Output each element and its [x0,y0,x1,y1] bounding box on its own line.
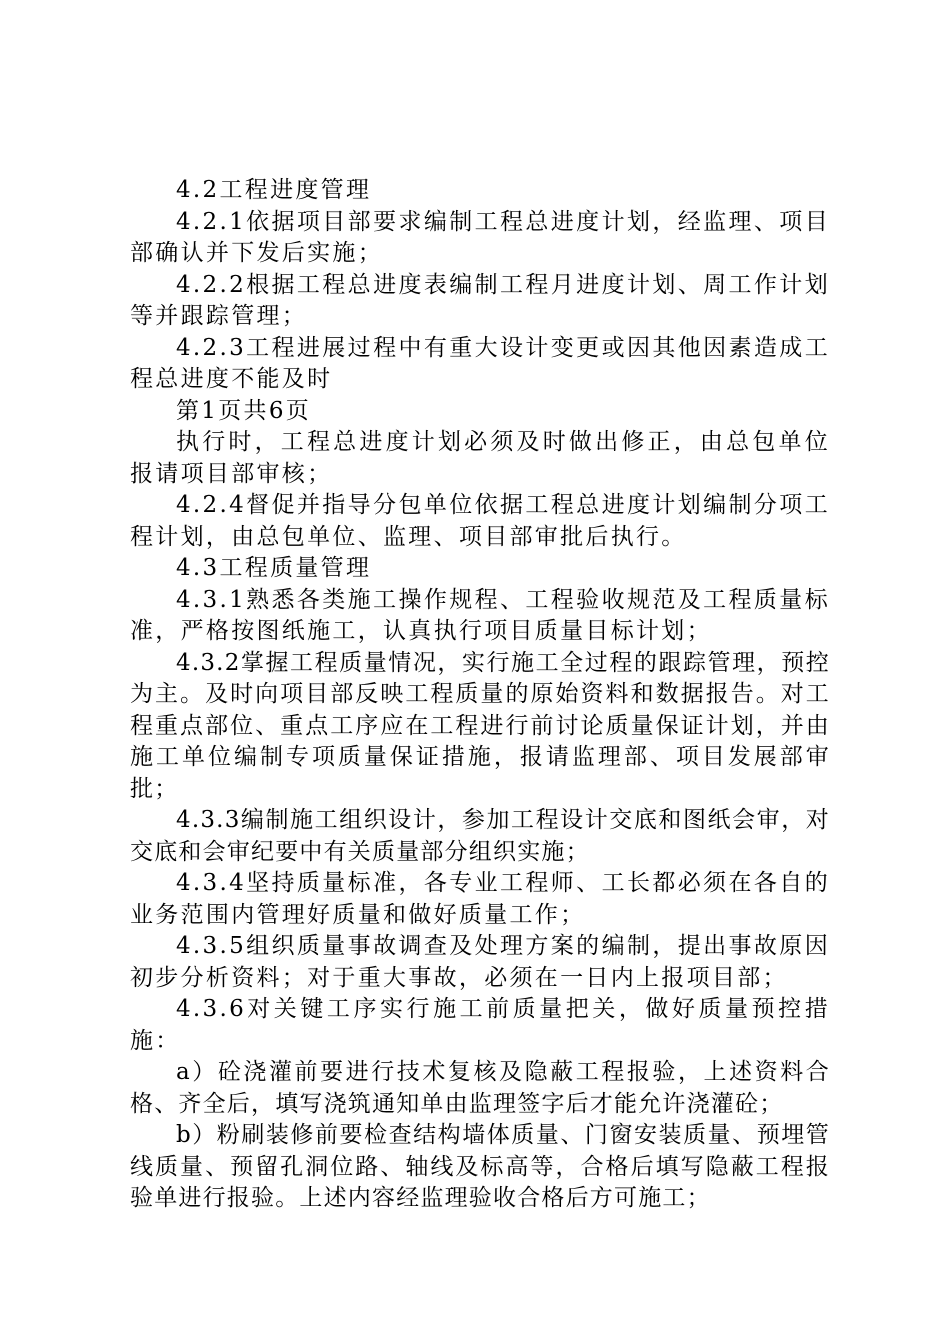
paragraph-4-3-5: 4.3.5组织质量事故调查及处理方案的编制，提出事故原因初步分析资料；对于重大事故，必须在一日内上报项目部； [130,933,830,991]
document-body [130,175,830,1215]
list-item-b: b）粉刷装修前要检查结构墙体质量、门窗安装质量、预埋管线质量、预留孔洞位路、轴线及标高等，合格后填写隐蔽工程报验单进行报验。上述内容经监理验收合格后方可施工； [130,1122,830,1211]
paragraph-4-2-3-continued: 执行时，工程总进度计划必须及时做出修正，由总包单位报请项目部审核； [130,429,830,487]
paragraph-4-2-4: 4.2.4督促并指导分包单位依据工程总进度计划编制分项工程计划，由总包单位、监理、项目部审批后执行。 [130,492,830,550]
paragraph-4-3-3: 4.3.3编制施工组织设计，参加工程设计交底和图纸会审，对交底和会审纪要中有关质量部分组织实施； [130,807,830,865]
paragraph-4-2-1: 4.2.1依据项目部要求编制工程总进度计划，经监理、项目部确认并下发后实施； [130,208,830,266]
paragraph-4-3-2: 4.3.2掌握工程质量情况，实行施工全过程的跟踪管理，预控为主。及时向项目部反映工程质量的原始资料和数据报告。对工程重点部位、重点工序应在工程进行前讨论质量保证计划，并由施工单位编制专项质量保证措施，报请监理部、项目发展部审批； [130,649,830,802]
paragraph-4-3-6: 4.3.6对关键工序实行施工前质量把关，做好质量预控措施： [130,996,830,1054]
page-number: 第1页共6页 [176,397,312,424]
section-heading-4-2: 4.2工程进度管理 [176,177,372,203]
paragraph-4-3-4: 4.3.4坚持质量标准，各专业工程师、工长都必须在各自的业务范围内管理好质量和做好质量工作； [130,870,830,928]
list-item-a: a）砼浇灌前要进行技术复核及隐蔽工程报验，上述资料合格、齐全后，填写浇筑通知单由监理签字后才能允许浇灌砼； [130,1059,830,1117]
paragraph-4-2-2: 4.2.2根据工程总进度表编制工程月进度计划、周工作计划等并跟踪管理； [130,271,830,329]
paragraph-4-3-1: 4.3.1熟悉各类施工操作规程、工程验收规范及工程质量标准，严格按图纸施工，认真执行项目质量目标计划； [130,586,830,644]
section-heading-4-3: 4.3工程质量管理 [176,555,372,581]
paragraph-4-2-3: 4.2.3工程进展过程中有重大设计变更或因其他因素造成工程总进度不能及时 [130,334,830,392]
